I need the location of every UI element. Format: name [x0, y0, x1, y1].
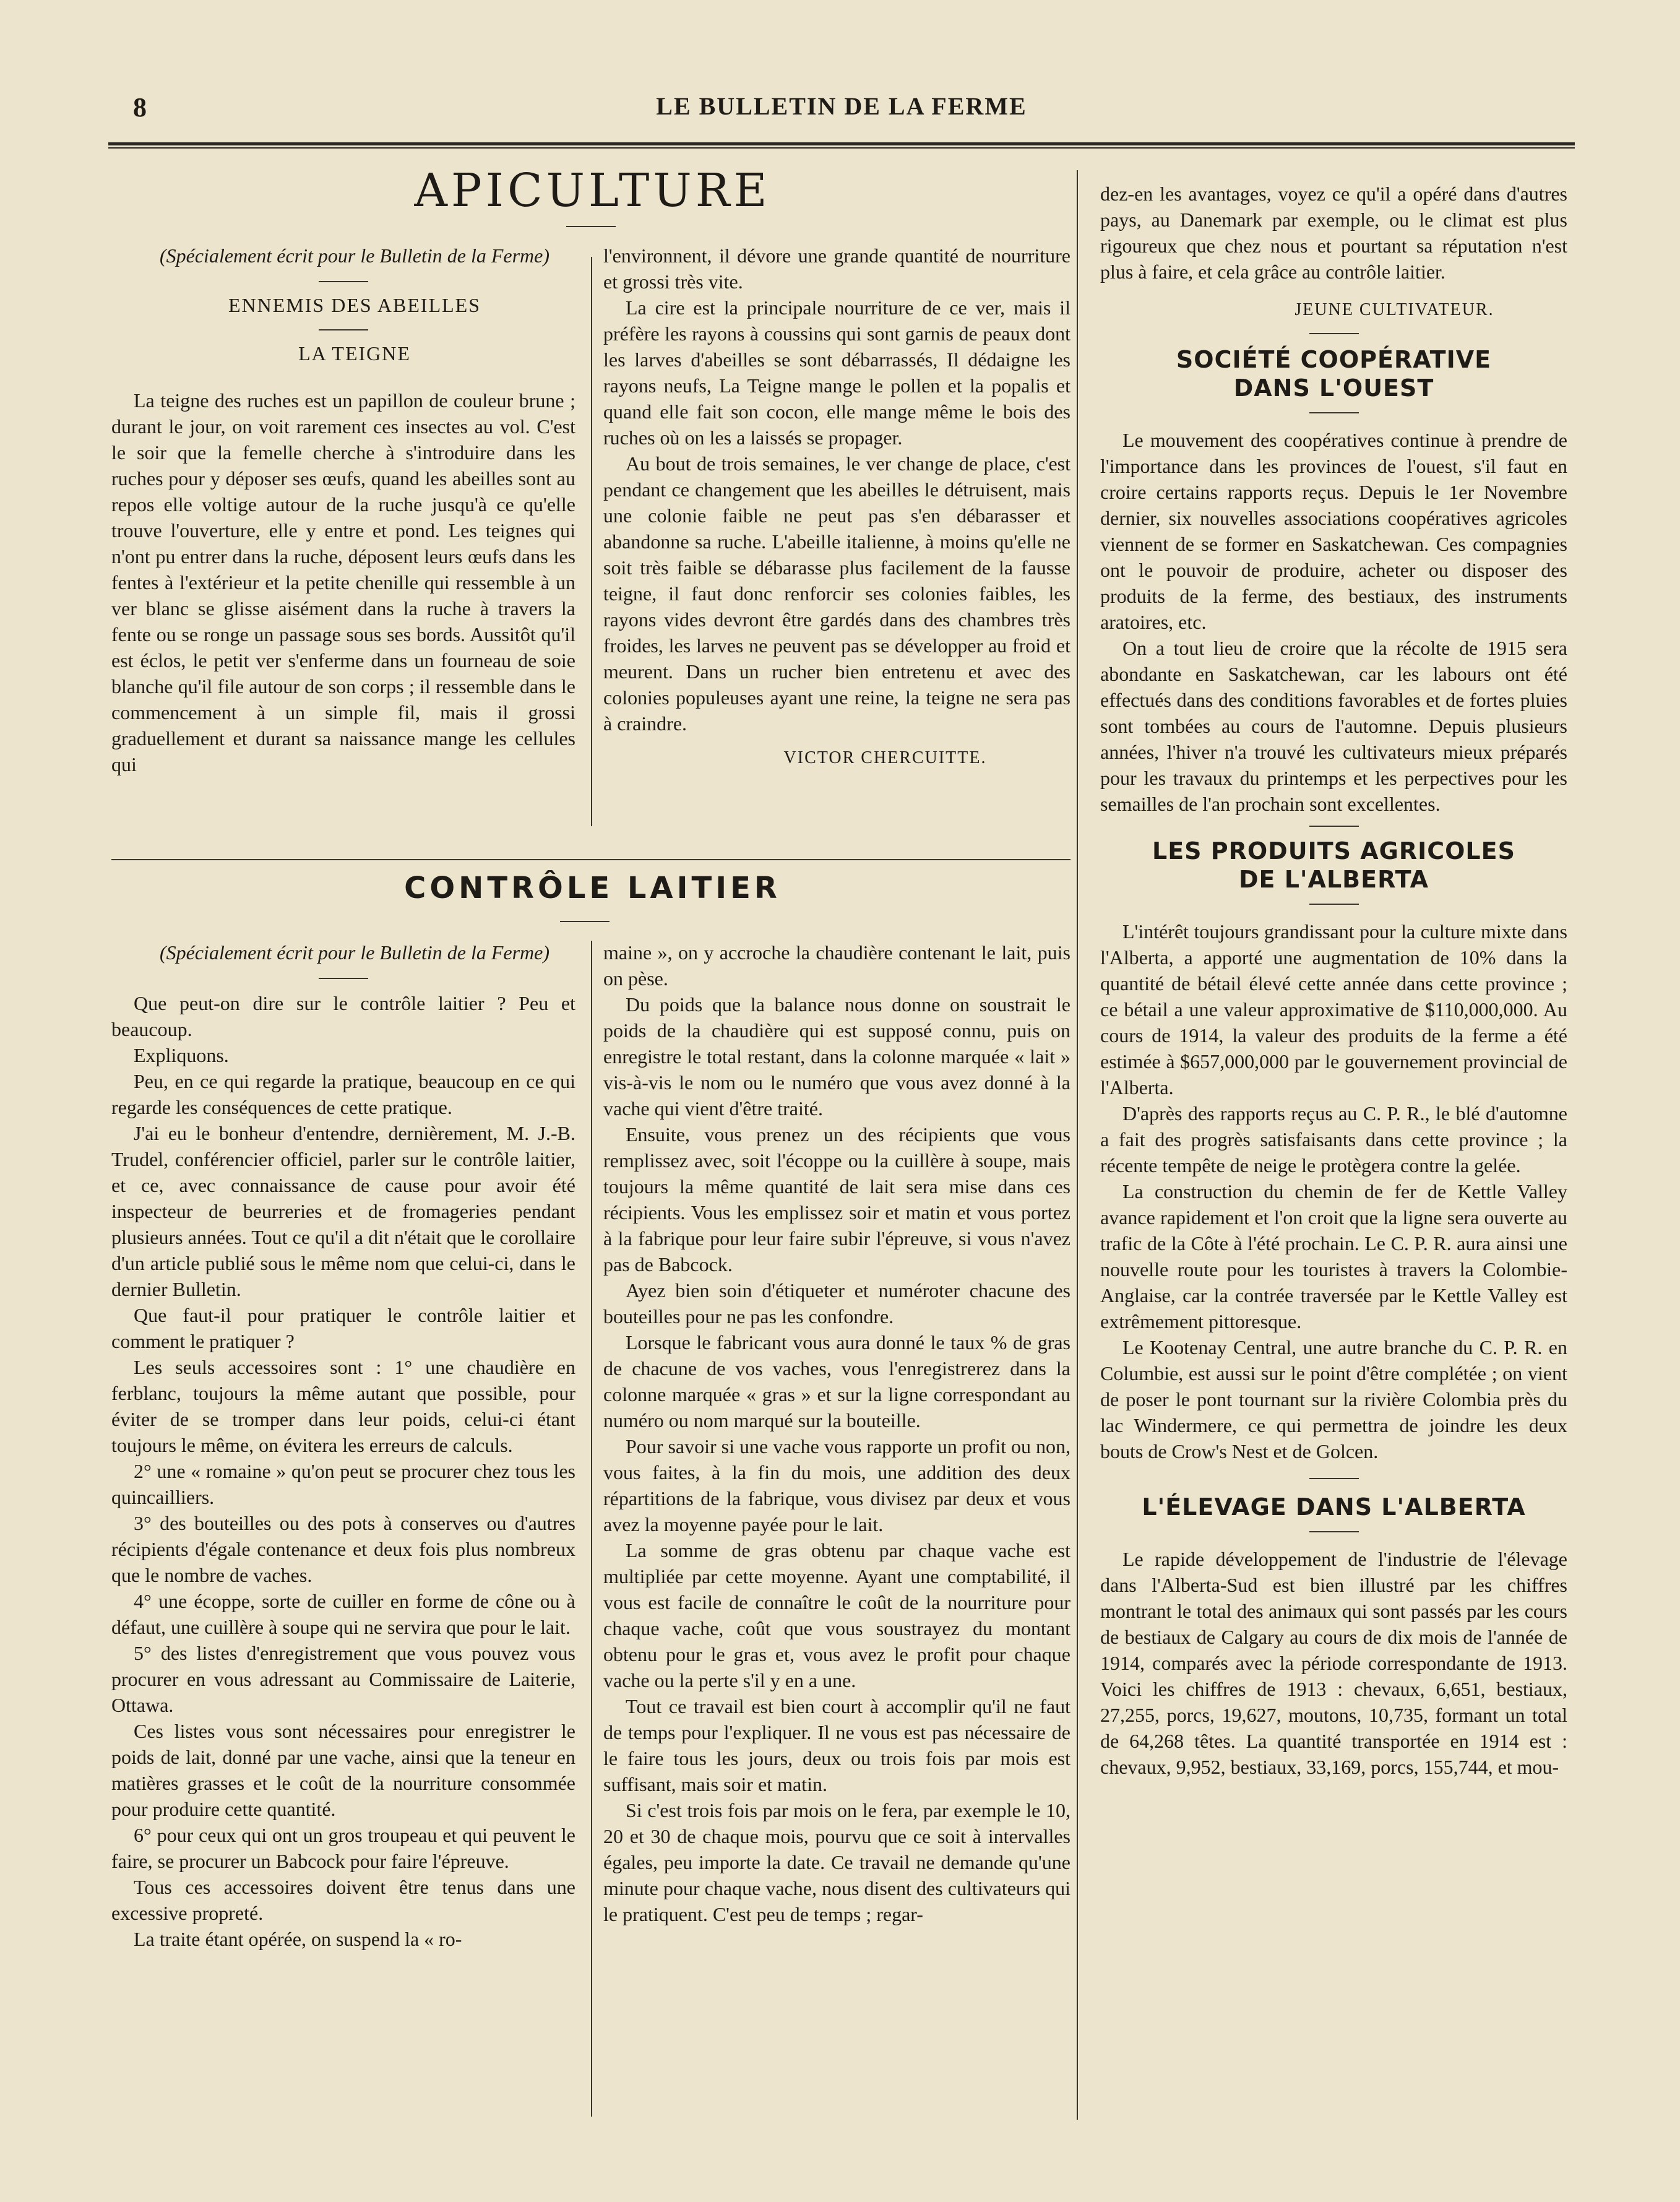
controle-col1-p14: La traite étant opérée, on suspend la « ro- [134, 1928, 462, 1950]
apiculture-col1-p1: La teigne des ruches est un papillon de couleur brune ; durant le jour, on voit rarement ces insectes au vol. C'est le soir que la femelle cherche à s'introduire dans les ruches pour y déposer ses œufs, quand les abeilles sont au repos elle voltige autour de la ruche jusqu'à ce qu'elle trouve l'ouverture, elle y entre et pond. Les teignes qui n'ont pu entrer dans la ruche, déposent leurs œufs dans les fentes à l'extérieur et la petite chenille qui ressemble à un ver blanc se glisse aisément dans la ruche à travers la fente ou se ronge un passage sous ses bords. Aussitôt qu'il est éclos, le petit ver s'enferme dans un fourneau de soie blanche qu'il file autour de son corps ; il ressemble dans le commencement à un simple fil, mais il grossi graduellement et durant sa naissance mange les cellules qui [111, 389, 575, 775]
controle-col1-p3: Peu, en ce qui regarde la pratique, beaucoup en ce qui regarde les conséquences de cette pratique. [111, 1070, 575, 1118]
controle-col1-p6: Les seuls accessoires sont : 1° une chaudière en ferblanc, toujours la même autant que possible, pour éviter de se tromper dans leur poids, celui-ci étant toujours le même, on évitera les erreurs de calculs. [111, 1356, 575, 1456]
produits-title [1100, 837, 1567, 894]
produits-title-line-2: DE L'ALBERTA [1238, 866, 1429, 893]
right-column [1100, 181, 1567, 1780]
controle-col1-p11: Ces listes vous sont nécessaires pour enregistrer le poids de lait, donné par une vache, ainsi que la teneur en matières grasses et le coût de la nourriture consommée pour produire cette quantité. [111, 1720, 575, 1820]
controle-title: CONTRÔLE LAITIER [404, 871, 781, 905]
controle-col2-p2: Du poids que la balance nous donne on soustrait le poids de la chaudière qui est supposé connu, puis on enregistre le total restant, dans la colonne marquée « lait » vis-à-vis le nom ou le numéro que vous avez donné à la vache qui vient d'être traité. [603, 993, 1070, 1120]
controle-col2-p6: Pour savoir si une vache vous rapporte un profit ou non, vous faites, à la fin du mois, une addition des deux répartitions de la fabrique, vous divisez par deux et vous avez la moyenne payée pour le lait. [603, 1435, 1070, 1535]
controle-col1-p13: Tous ces accessoires doivent être tenus dans une excessive propreté. [111, 1876, 575, 1924]
page-number: 8 [133, 92, 147, 123]
controle-col2-p3: Ensuite, vous prenez un des récipients que vous remplissez avec, soit l'écoppe ou la cuillère à soupe, mais toujours la même quantité de lait sera mise dans ces récipients. Vous les emplissez soir et matin et vous portez à la fabrique pour leur faire subir l'épreuve, si vous n'avez pas de Babcock. [603, 1123, 1070, 1276]
produits-rule [1309, 904, 1359, 905]
running-title: LE BULLETIN DE LA FERME [656, 92, 1027, 120]
controle-col1-p9: 4° une écoppe, sorte de cuiller en forme de cône ou à défaut, une cuillère à soupe qui ne servira que pour le lait. [111, 1590, 575, 1638]
controle-col1-p2: Expliquons. [134, 1044, 229, 1066]
controle-col1-p10: 5° des listes d'enregistrement que vous pouvez vous procurer en vous adressant au Commissaire de Laiterie, Ottawa. [111, 1642, 575, 1716]
controle-col2-p5: Lorsque le fabricant vous aura donné le taux % de gras de chacune de vos vaches, vous l'enregistrerez dans la colonne marquée « gras » et sur la ligne correspondant au numéro ou nom marqué sur la bouteille. [603, 1331, 1070, 1431]
controle-col2-p7: La somme de gras obtenu par chaque vache est multipliée par cette moyenne. Ayant une comptabilité, il vous est facile de connaître le coût de la nourriture pour chaque vache, coût que vous soustrayez du montant obtenu pour le gras et, vous avez le profit pour chaque vache ou la perte s'il y en a une. [603, 1539, 1070, 1691]
produits-title-line-1: LES PRODUITS AGRICOLES [1152, 837, 1515, 865]
subtitle-rule [319, 329, 368, 330]
elevage-rule [1309, 1531, 1359, 1532]
societe-p2: On a tout lieu de croire que la récolte de 1915 sera abondante en Saskatchewan, car les labours ont été effectués dans des conditions favorables et de fortes pluies sont tombées au cours de l'automne. Depuis plusieurs années, l'hiver n'a trouvé les cultivateurs mieux préparés pour les travaux du printemps et les perpectives pour les semailles de l'an prochain sont excellentes. [1100, 637, 1567, 815]
controle-col2-p1: maine », on y accroche la chaudière contenant le lait, puis on pèse. [603, 941, 1070, 990]
controle-signature: JEUNE CULTIVATEUR. [1294, 300, 1494, 319]
controle-title-rule [560, 921, 610, 922]
controle-col1-p4: J'ai eu le bonheur d'entendre, dernièrement, M. J.-B. Trudel, conférencier officiel, parler sur le contrôle laitier, et ce, avec connaissance de cause pour avoir été inspecteur de beurreries et de fromageries pendant plusieurs années. Tout ce qu'il a dit n'était que le corollaire d'un article publié sous le même nom que celui-ci, dans le dernier Bulletin. [111, 1122, 575, 1300]
controle-col1-p7: 2° une « romaine » qu'on peut se procurer chez tous les quincailliers. [111, 1460, 575, 1508]
societe-title [1100, 345, 1567, 402]
apiculture-col-1 [111, 243, 575, 777]
rule-before-societe [1309, 333, 1359, 334]
apiculture-col2-p2: La cire est la principale nourriture de ce ver, mais il préfère les rayons à coussins qui sont garnis de peaux dont les larves d'abeilles se sont débarrassés, Il dédaigne les rayons neufs, La Teigne mange le pollen et la popalis et quand elle fait son cocon, elle mange même le bois des ruches où on les a laissés se propager. [603, 296, 1070, 449]
apiculture-special: (Spécialement écrit pour le Bulletin de la Ferme) [159, 244, 549, 267]
controle-col1-p1: Que peut-on dire sur le contrôle laitier ? Peu et beaucoup. [111, 992, 575, 1040]
controle-special-rule [319, 978, 368, 979]
page-header [108, 92, 1575, 123]
produits-p1: L'intérêt toujours grandissant pour la culture mixte dans l'Alberta, a apporté une augmentation de 10% dans la quantité de bétail élevé cette année dans cette province ; ce bétail a une valeur approximative de $110,000,000. Au cours de 1914, la valeur des produits de la ferme a été estimée à $657,000,000 par le gouvernement provincial de l'Alberta. [1100, 920, 1567, 1099]
column-divider-1b [591, 941, 592, 2117]
apiculture-subtitle-1: ENNEMIS DES ABEILLES [228, 294, 481, 316]
societe-title-line-2: DANS L'OUEST [1233, 374, 1434, 402]
header-rule [108, 142, 1575, 149]
controle-col1-p5: Que faut-il pour pratiquer le contrôle laitier et comment le pratiquer ? [111, 1304, 575, 1352]
societe-rule [1309, 412, 1359, 413]
elevage-p1: Le rapide développement de l'industrie de l'élevage dans l'Alberta-Sud est bien illustré par les chiffres montrant le total des animaux qui sont passés par les cours de bestiaux de Calgary au cours de dix mois de l'année de 1914, comparés avec la période correspondante de 1913. Voici les chiffres de 1913 : chevaux, 6,651, bestiaux, 27,255, porcs, 19,627, moutons, 10,735, formant un total de 64,268 têtes. La quantité transportée en 1914 est : chevaux, 9,952, bestiaux, 33,169, porcs, 155,744, et mou- [1100, 1548, 1567, 1778]
apiculture-col-2 [603, 243, 1070, 771]
controle-continued: dez-en les avantages, voyez ce qu'il a opéré dans d'autres pays, au Danemark par exemple, ou le climat est plus rigoureux que chez nous et pourtant sa réputation n'est plus à faire, et cela grâce au contrôle laitier. [1100, 183, 1567, 283]
controle-col-1 [111, 939, 575, 1952]
rule-before-elevage [1309, 1478, 1359, 1479]
column-divider-1 [591, 257, 592, 826]
controle-col-2 [603, 939, 1070, 1927]
controle-col1-p12: 6° pour ceux qui ont un gros troupeau et qui peuvent le faire, se procurer un Babcock pour faire l'épreuve. [111, 1824, 575, 1872]
controle-col2-p4: Ayez bien soin d'étiqueter et numéroter chacune des bouteilles pour ne pas les confondre. [603, 1279, 1070, 1328]
produits-p4: Le Kootenay Central, une autre branche du C. P. R. en Columbie, est aussi sur le point d'être complétée ; on vient de poser le pont tournant sur la rivière Colombia près du lac Windermere, ce qui permettra de joindre les deux bouts de Crow's Nest et de Golcen. [1100, 1336, 1567, 1462]
apiculture-col2-p3: Au bout de trois semaines, le ver change de place, c'est pendant ce changement que les abeilles le détruisent, mais une colonie faible ne peut pas s'en débarasser et abandonne sa ruche. L'abeille italienne, à moins qu'elle ne soit très faible se débarasse plus facilement de la fausse teigne, il faut donc renforcir ses colonies faibles, les rayons vides devront être gardés dans des chambres très froides, les larves ne peuvent pas se développer au froid et meurent. Dans un rucher bien entretenu et avec des colonies populeuses ayant une reine, la teigne ne sera pas à craindre. [603, 452, 1070, 735]
rule-before-produits [1309, 826, 1359, 827]
societe-title-line-1: SOCIÉTÉ COOPÉRATIVE [1176, 346, 1492, 373]
apiculture-signature: VICTOR CHERCUITTE. [783, 748, 987, 767]
column-divider-2 [1077, 170, 1078, 2120]
special-rule [319, 281, 368, 282]
controle-special: (Spécialement écrit pour le Bulletin de la Ferme) [159, 941, 549, 964]
apiculture-title-rule [566, 226, 616, 227]
controle-col2-p8: Tout ce travail est bien court à accomplir qu'il ne faut de temps pour l'expliquer. Il ne vous est pas nécessaire de le faire tous les jours, deux ou trois fois par mois est suffisant, mais soir et matin. [603, 1695, 1070, 1795]
elevage-title: L'ÉLEVAGE DANS L'ALBERTA [1142, 1493, 1526, 1521]
controle-col2-p9: Si c'est trois fois par mois on le fera, par exemple le 10, 20 et 30 de chaque mois, pourvu que ce soit à intervalles égales, peu importe la date. Ce travail ne demande qu'une minute pour chaque vache, nous disent des cultivateurs qui le pratiquent. C'est peu de temps ; regar- [603, 1799, 1070, 1925]
apiculture-subtitle-2: LA TEIGNE [298, 342, 411, 365]
controle-col1-p8: 3° des bouteilles ou des pots à conserves ou d'autres récipients d'égale contenance et deux fois plus nombreux que le nombre de vaches. [111, 1512, 575, 1586]
produits-p3: La construction du chemin de fer de Kettle Valley avance rapidement et l'on croit que la ligne sera ouverte au trafic de la Côte à l'été prochain. Le C. P. R. aura ainsi une nouvelle route pour les touristes à travers la Colombie-Anglaise, car la contrée traversée par le Kettle Valley est extrêmement pittoresque. [1100, 1180, 1567, 1332]
societe-p1: Le mouvement des coopératives continue à prendre de l'importance dans les provinces de l'ouest, s'il faut en croire certains rapports reçus. Depuis le 1er Novembre dernier, six nouvelles associations coopératives agricoles viennent de se former en Saskatchewan. Ces compagnies ont le pouvoir de produire, acheter ou disposer des produits de la ferme, des bestiaux, des instruments aratoires, etc. [1100, 429, 1567, 633]
apiculture-title: APICULTURE [414, 164, 771, 217]
produits-p2: D'après des rapports reçus au C. P. R., le blé d'automne a fait des progrès satisfaisants dans cette province ; la récente tempête de neige le protègera contre la gelée. [1100, 1102, 1567, 1177]
apiculture-col2-p1: l'environnent, il dévore une grande quantité de nourriture et grossi très vite. [603, 244, 1070, 293]
section-divider [111, 859, 1070, 860]
